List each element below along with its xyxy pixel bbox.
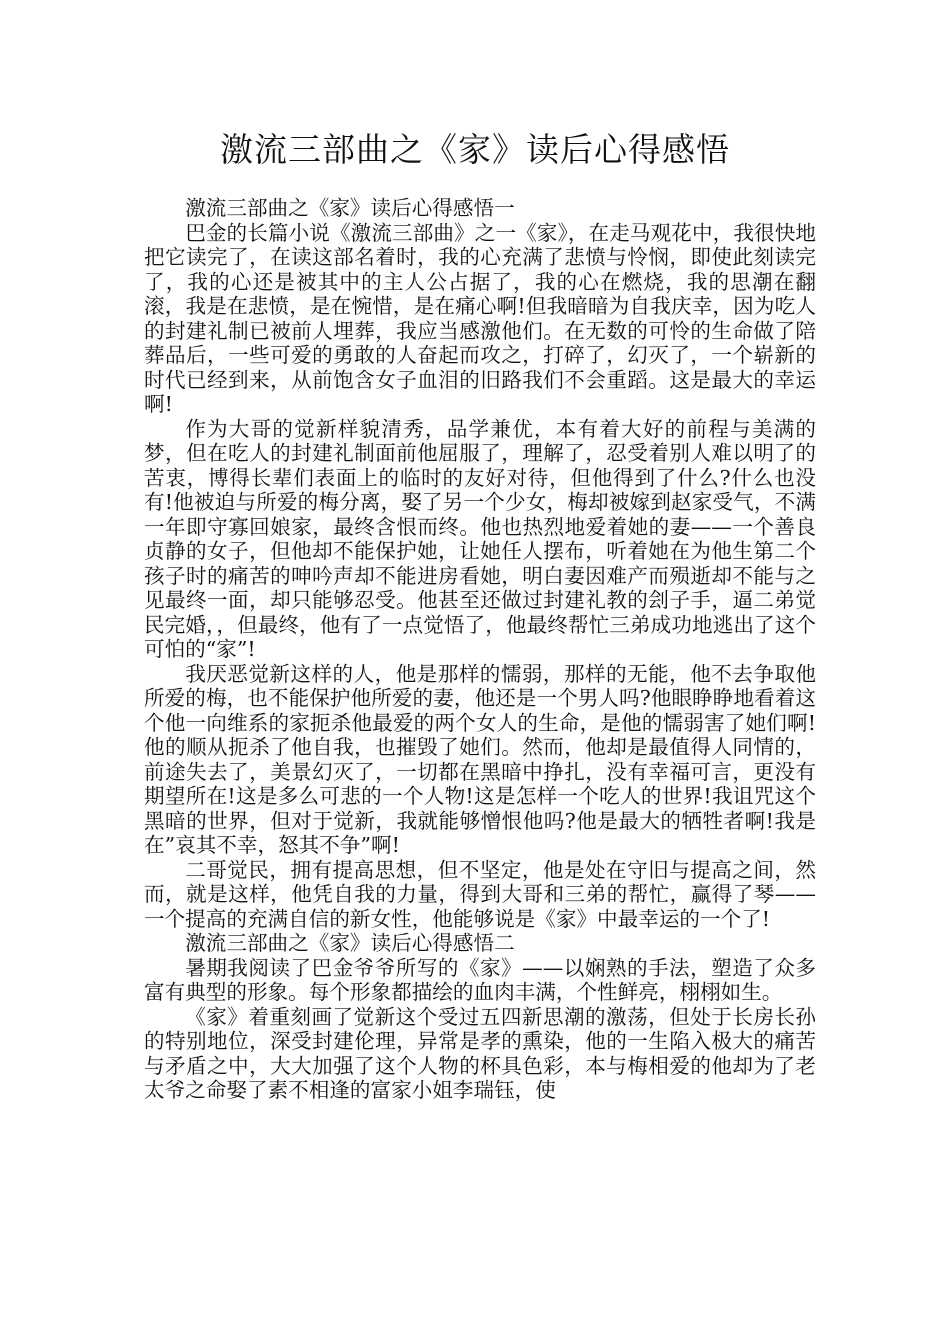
section-heading: 激流三部曲之《家》读后心得感悟二 [185,931,515,955]
paragraph: 二哥觉民，拥有提高思想，但不坚定，他是处在守旧与提高之间，然而，就是这样，他凭自我的力量，得到大哥和三弟的帮忙，赢得了琴——一个提高的充满自信的新女性，他能够说是《家》中最幸运的一个了! [144,857,816,931]
document-body [144,196,816,1103]
paragraph: 暑期我阅读了巴金爷爷所写的《家》——以娴熟的手法，塑造了众多富有典型的形象。每个形象都描绘的血肉丰满，个性鲜亮，栩栩如生。 [144,955,816,1004]
paragraph: 我厌恶觉新这样的人，他是那样的懦弱，那样的无能，他不去争取他所爱的梅，也不能保护他所爱的妻，他还是一个男人吗?他眼睁睁地看着这个他一向维系的家扼杀他最爱的两个女人的生命，是他的懦弱害了她们啊!他的顺从扼杀了他自我，也摧毁了她们。然而，他却是最值得人同情的，前途失去了，美景幻灭了，一切都在黑暗中挣扎，没有幸福可言，更没有期望所在!这是多么可悲的一个人物!这是怎样一个吃人的世界!我诅咒这个黑暗的世界，但对于觉新，我就能够憎恨他吗?他是最大的牺牲者啊!我是在”哀其不幸，怒其不争”啊! [144,661,816,857]
section-heading: 激流三部曲之《家》读后心得感悟一 [185,196,515,220]
paragraph: 巴金的长篇小说《激流三部曲》之一《家》，在走马观花中，我很快地把它读完了，在读这部名着时，我的心充满了悲愤与怜悯，即使此刻读完了，我的心还是被其中的主人公占据了，我的心在燃烧，我的思潮在翻滚，我是在悲愤，是在惋惜，是在痛心啊!但我暗暗为自我庆幸，因为吃人的封建礼制已被前人埋葬，我应当感激他们。在无数的可怜的生命做了陪葬品后，一些可爱的勇敢的人奋起而攻之，打碎了，幻灭了，一个崭新的时代已经到来，从前饱含女子血泪的旧路我们不会重蹈。这是最大的幸运啊! [144,220,816,416]
document-title: 激流三部曲之《家》读后心得感悟 [220,130,730,169]
paragraph: 《家》着重刻画了觉新这个受过五四新思潮的激荡，但处于长房长孙的特别地位，深受封建伦理，异常是孝的熏染，他的一生陷入极大的痛苦与矛盾之中，大大加强了这个人物的杯具色彩，本与梅相爱的他却为了老太爷之命娶了素不相逢的富家小姐李瑞钰，使 [144,1004,816,1102]
paragraph: 作为大哥的觉新样貌清秀，品学兼优，本有着大好的前程与美满的梦，但在吃人的封建礼制面前他屈服了，理解了，忍受着别人难以明了的苦衷，博得长辈们表面上的临时的友好对待，但他得到了什么?什么也没有!他被迫与所爱的梅分离，娶了另一个少女，梅却被嫁到赵家受气，不满一年即守寡回娘家，最终含恨而终。他也热烈地爱着她的妻——一个善良贞静的女子，但他却不能保护她，让她任人摆布，听着她在为他生第二个孩子时的痛苦的呻吟声却不能进房看她，明白妻因难产而殒逝却不能与之见最终一面，却只能够忍受。他甚至还做过封建礼教的刽子手，逼二弟觉民完婚，，但最终，他有了一点觉悟了，他最终帮忙三弟成功地逃出了这个可怕的“家”! [144,416,816,661]
